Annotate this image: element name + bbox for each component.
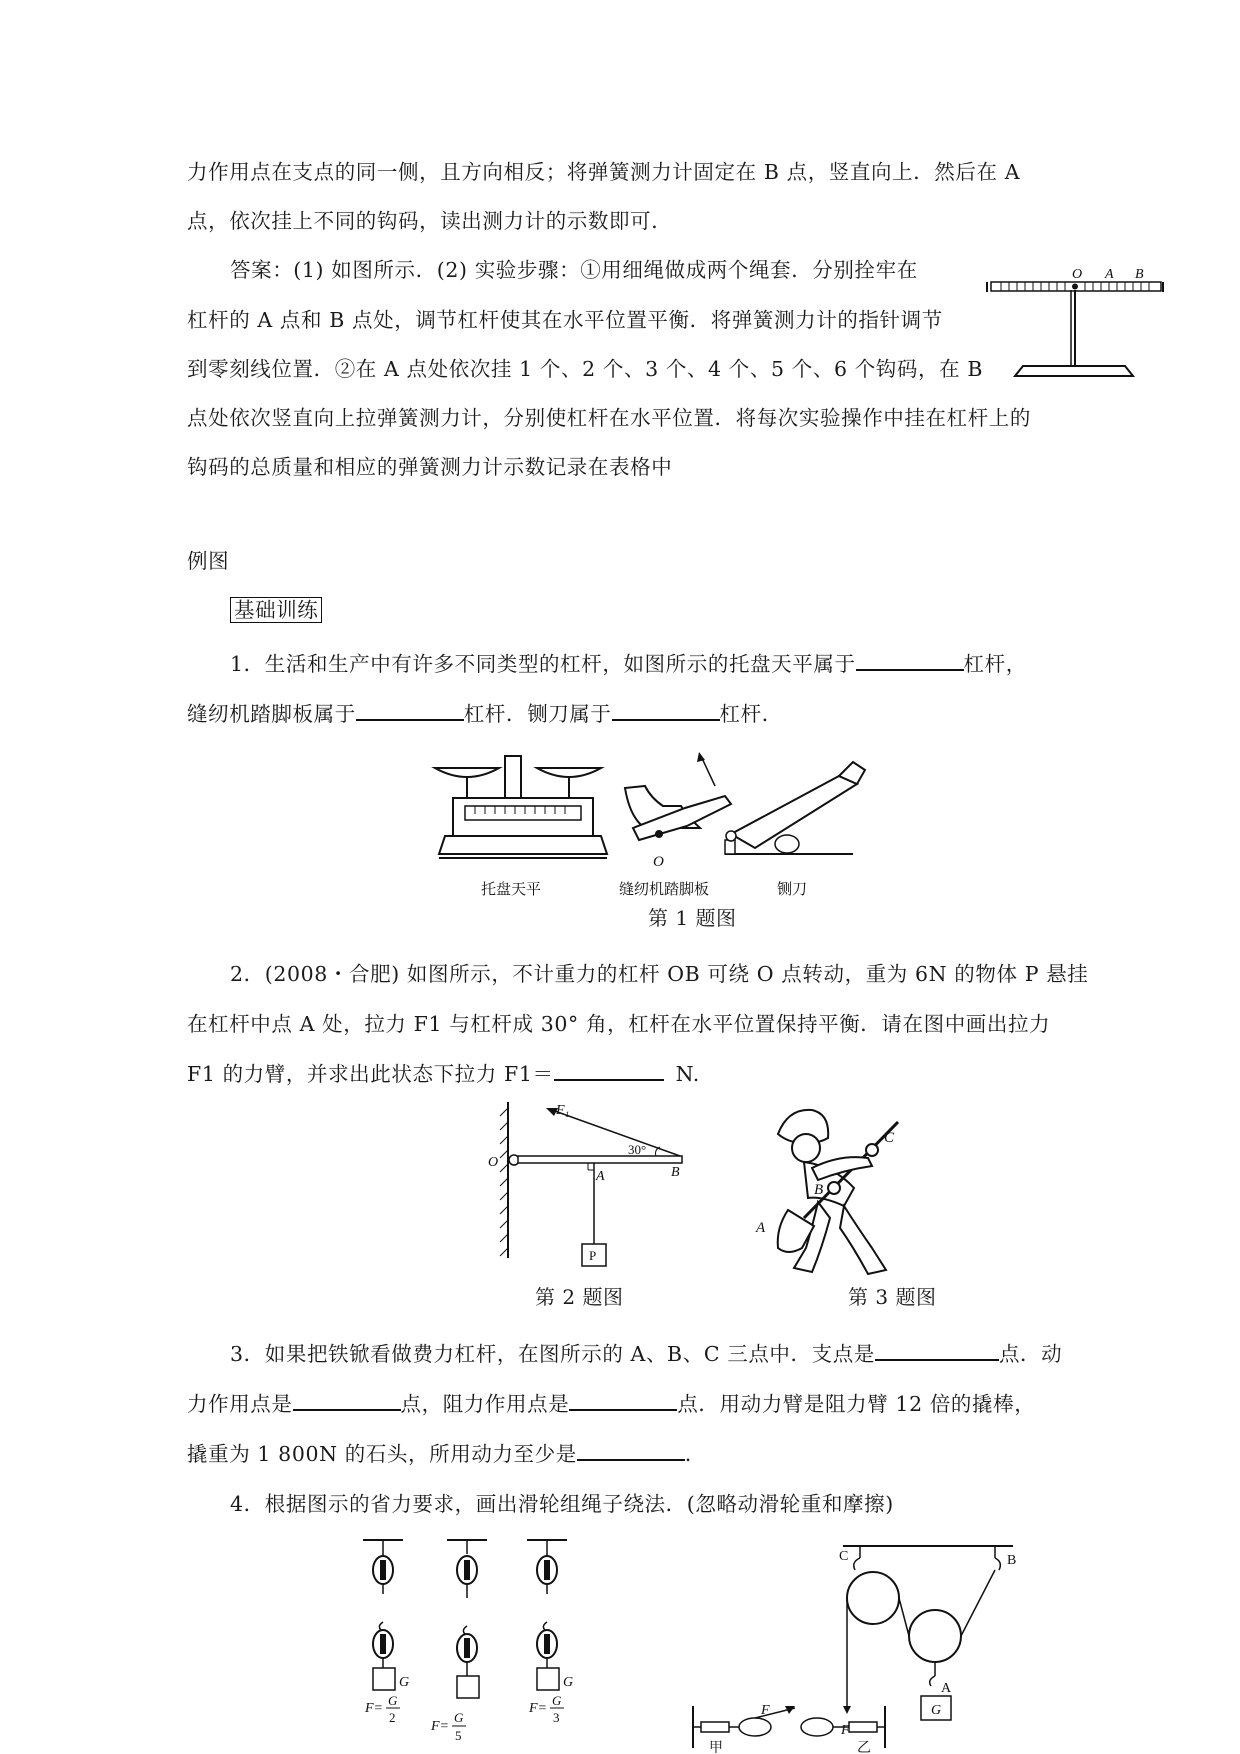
example-label: 例图 xyxy=(187,549,230,573)
q2-label-a: A xyxy=(596,1169,605,1184)
q2-line: 在杠杆中点 A 处，拉力 F1 与杠杆成 30° 角，杠杆在水平位置保持平衡．请在图中画出拉力 xyxy=(187,1012,1051,1036)
pulley-set-1 xyxy=(363,1540,403,1690)
q3-fig-caption: 第 3 题图 xyxy=(848,1285,937,1309)
pulley-set-2 xyxy=(403,1540,487,1698)
para-line: 点，依次挂上不同的钩码，读出测力计的示数即可． xyxy=(187,209,673,233)
q1-text: 缝纫机踏脚板属于 xyxy=(187,702,356,726)
q3-line2 xyxy=(187,1380,1057,1429)
q2-text: F1 的力臂，并求出此状态下拉力 F1＝ xyxy=(187,1062,554,1086)
lever-label-b: B xyxy=(1135,267,1144,282)
q3-line1 xyxy=(230,1330,1100,1379)
lever-label-o: O xyxy=(1072,267,1083,282)
q3-text: 点．动 xyxy=(998,1342,1063,1366)
q4-pulley-figures xyxy=(355,1536,1175,1754)
q3-text: 力作用点是 xyxy=(187,1392,293,1416)
pulley3-num: G xyxy=(552,1693,562,1708)
q2-lever-figure xyxy=(488,1098,688,1278)
answer-line: 钩码的总质量和相应的弹簧测力计示数记录在表格中 xyxy=(187,455,673,479)
pedal-figure xyxy=(625,752,731,870)
q3-text: 撬重为 1 800N 的石头，所用动力至少是 xyxy=(187,1442,577,1466)
answer-blank[interactable] xyxy=(554,1059,664,1081)
answer-blank[interactable] xyxy=(356,699,464,721)
pulley2-den: 5 xyxy=(455,1728,462,1743)
pulley1-label-g: G xyxy=(399,1675,410,1690)
q1-figures xyxy=(425,748,975,898)
q2-line: 2．(2008・合肥) 如图所示，不计重力的杠杆 OB 可绕 O 点转动，重为 6N 的物体 P 悬挂 xyxy=(230,962,1089,986)
answer-line: 杠杆的 A 点和 B 点处，调节杠杆使其在水平位置平衡．将弹簧测力计的指针调节 xyxy=(187,308,943,332)
q1-text: 杠杆． xyxy=(719,702,783,726)
answer-line: 答案：(1) 如图所示．(2) 实验步骤：①用细绳做成两个绳套．分别拴牢在 xyxy=(230,258,918,282)
caption-cutter: 铡刀 xyxy=(777,880,808,898)
answer-blank[interactable] xyxy=(293,1389,401,1411)
q3-text: 点，阻力作用点是 xyxy=(400,1392,570,1416)
q2-text: N. xyxy=(675,1062,700,1086)
q3-text: 3．如果把铁锨看做费力杠杆，在图所示的 A、B、C 三点中．支点是 xyxy=(230,1342,875,1366)
q1-line1 xyxy=(230,640,1100,689)
q1-fig-caption: 第 1 题图 xyxy=(648,906,737,930)
q2-label-o: O xyxy=(488,1155,499,1170)
q2-label-p: P xyxy=(589,1248,597,1263)
q3-label-c: C xyxy=(884,1130,895,1146)
q3-label-a: A xyxy=(756,1220,766,1236)
caption-balance: 托盘天平 xyxy=(481,880,542,898)
cutter-figure xyxy=(725,762,865,854)
q2-fig-caption: 第 2 题图 xyxy=(535,1285,624,1309)
answer-line: 到零刻线位置．②在 A 点处依次挂 1 个、2 个、3 个、4 个、5 个、6 个钩码，在 B xyxy=(187,357,983,381)
tp-label-g: G xyxy=(931,1703,942,1718)
q1-text: 杠杆．铡刀属于 xyxy=(463,702,612,726)
caption-pedal: 缝纫机踏脚板 xyxy=(619,880,710,898)
tp-label-b: B xyxy=(1007,1553,1017,1568)
pulley-set-3 xyxy=(527,1540,567,1690)
q2-label-b: B xyxy=(671,1165,680,1180)
q2-line3 xyxy=(187,1050,1057,1099)
q1-line2 xyxy=(187,690,1057,739)
q2-label-f1: F₁ xyxy=(556,1103,570,1118)
pulley3-label-g: G xyxy=(563,1675,574,1690)
tp-label-c: C xyxy=(839,1549,849,1564)
pulley1-den: 2 xyxy=(389,1710,396,1725)
hp-label-yi: 乙 xyxy=(857,1741,871,1754)
pedal-label-o: O xyxy=(653,854,664,870)
q2-label-angle: 30° xyxy=(628,1142,647,1157)
q1-text: 1．生活和生产中有许多不同类型的杠杆，如图所示的托盘天平属于 xyxy=(230,652,856,676)
pulley2-label-f: F= xyxy=(431,1719,449,1734)
two-pulley-figure xyxy=(843,1538,1013,1720)
answer-blank[interactable] xyxy=(612,699,720,721)
q3-text: ． xyxy=(684,1442,706,1466)
pulley1-label-f: F= xyxy=(365,1701,383,1716)
section-title-text: 基础训练 xyxy=(230,597,322,623)
q3-shovel-figure xyxy=(748,1098,928,1278)
section-title xyxy=(230,586,1100,635)
answer-blank[interactable] xyxy=(569,1389,677,1411)
q4-line: 4．根据图示的省力要求，画出滑轮组绳子绕法．(忽略动滑轮重和摩擦) xyxy=(230,1492,894,1516)
pulley1-num: G xyxy=(388,1693,398,1708)
q3-text: 点．用动力臂是阻力臂 12 倍的撬棒， xyxy=(677,1392,1036,1416)
answer-blank[interactable] xyxy=(875,1339,999,1361)
answer-blank[interactable] xyxy=(856,649,964,671)
hp-label-f: F xyxy=(761,1703,770,1718)
q3-line3 xyxy=(187,1430,1057,1479)
lever-label-a: A xyxy=(1105,267,1114,282)
pulley3-label-f: F= xyxy=(529,1701,547,1716)
answer-line: 点处依次竖直向上拉弹簧测力计，分别使杠杆在水平位置．将每次实验操作中挂在杠杆上的 xyxy=(187,406,1031,430)
answer-blank[interactable] xyxy=(577,1439,685,1461)
q1-text: 杠杆， xyxy=(963,652,1027,676)
q3-label-b: B xyxy=(814,1182,824,1198)
pulley2-num: G xyxy=(454,1710,464,1725)
tp-label-a: A xyxy=(941,1681,952,1696)
balance-scale-figure xyxy=(435,756,607,858)
para-line: 力作用点在支点的同一侧，且方向相反；将弹簧测力计固定在 B 点，竖直向上．然后在 A xyxy=(187,160,1021,184)
lever-stand-figure xyxy=(975,258,1175,388)
hp-label-jia: 甲 xyxy=(709,1741,723,1754)
tp-label-f: F xyxy=(841,1723,850,1738)
pulley3-den: 3 xyxy=(553,1710,560,1725)
